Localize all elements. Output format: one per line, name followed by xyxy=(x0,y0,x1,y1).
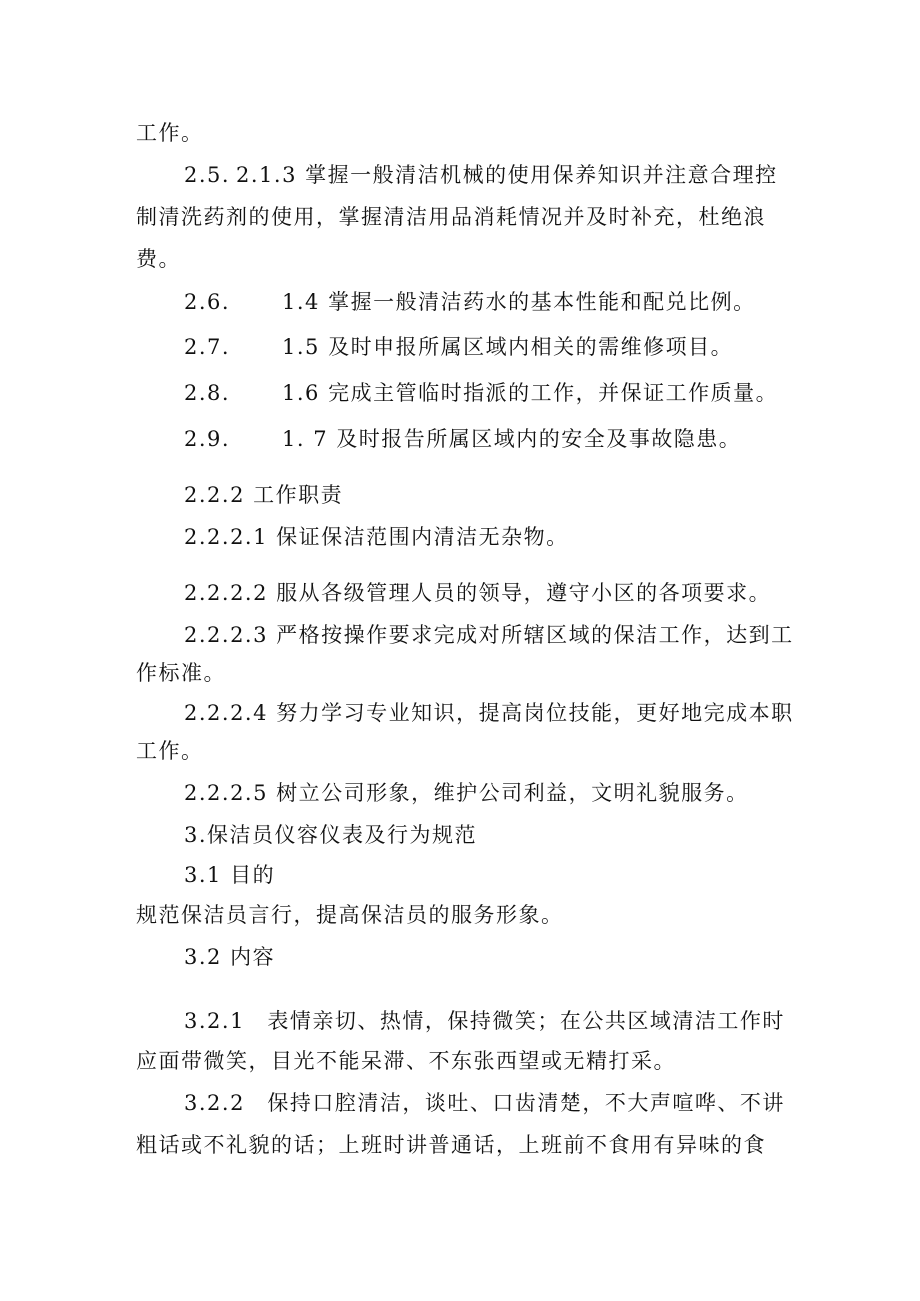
text-line: 2.2.2.2 服从各级管理人员的领导，遵守小区的各项要求。 xyxy=(184,581,772,605)
section-heading: 3.2 内容 xyxy=(184,945,276,969)
text-line: 工作。 xyxy=(136,121,204,145)
item-number: 2.9. xyxy=(184,427,231,451)
item-number: 2.5. xyxy=(184,163,231,187)
item-number: 2.6. xyxy=(184,290,231,314)
section-heading: 3.保洁员仪容仪表及行为规范 xyxy=(184,823,478,847)
item-number: 2.8. xyxy=(184,381,231,405)
text-line: 应面带微笑，目光不能呆滞、不东张西望或无精打采。 xyxy=(136,1049,676,1073)
text-line: 规范保洁员言行，提高保洁员的服务形象。 xyxy=(136,903,564,927)
text-line: 1.5 及时申报所属区域内相关的需维修项目。 xyxy=(282,335,734,359)
text-line: 2.2.2.5 树立公司形象，维护公司利益，文明礼貌服务。 xyxy=(184,781,749,805)
text-line: 2.2.2.3 严格按操作要求完成对所辖区域的保洁工作，达到工 xyxy=(184,623,794,647)
text-line: 1.4 掌握一般清洁药水的基本性能和配兑比例。 xyxy=(282,290,756,314)
item-number: 2.7. xyxy=(184,335,231,359)
section-heading: 3.1 目的 xyxy=(184,863,276,887)
text-line: 2.2.2.1 保证保洁范围内清洁无杂物。 xyxy=(184,525,569,549)
text-line: 1. 7 及时报告所属区域内的安全及事故隐患。 xyxy=(282,427,742,451)
text-line: 费。 xyxy=(136,247,181,271)
text-line: 3.2.2 保持口腔清洁，谈吐、口齿清楚，不大声喧哗、不讲 xyxy=(184,1091,785,1115)
text-line: 作标准。 xyxy=(136,661,226,685)
text-line: 3.2.1 表情亲切、热情，保持微笑；在公共区域清洁工作时 xyxy=(184,1009,785,1033)
text-line: 工作。 xyxy=(136,739,204,763)
text-line: 制清洗药剂的使用，掌握清洁用品消耗情况并及时补充，杜绝浪 xyxy=(136,205,766,229)
section-heading: 2.2.2 工作职责 xyxy=(184,483,344,507)
text-line: 2.2.2.4 努力学习专业知识，提高岗位技能，更好地完成本职 xyxy=(184,701,794,725)
text-line: 1.6 完成主管临时指派的工作，并保证工作质量。 xyxy=(282,381,779,405)
text-line: 粗话或不礼貌的话；上班时讲普通话，上班前不食用有异味的食 xyxy=(136,1133,766,1157)
text-line: 2.1.3 掌握一般清洁机械的使用保养知识并注意合理控 xyxy=(236,163,778,187)
